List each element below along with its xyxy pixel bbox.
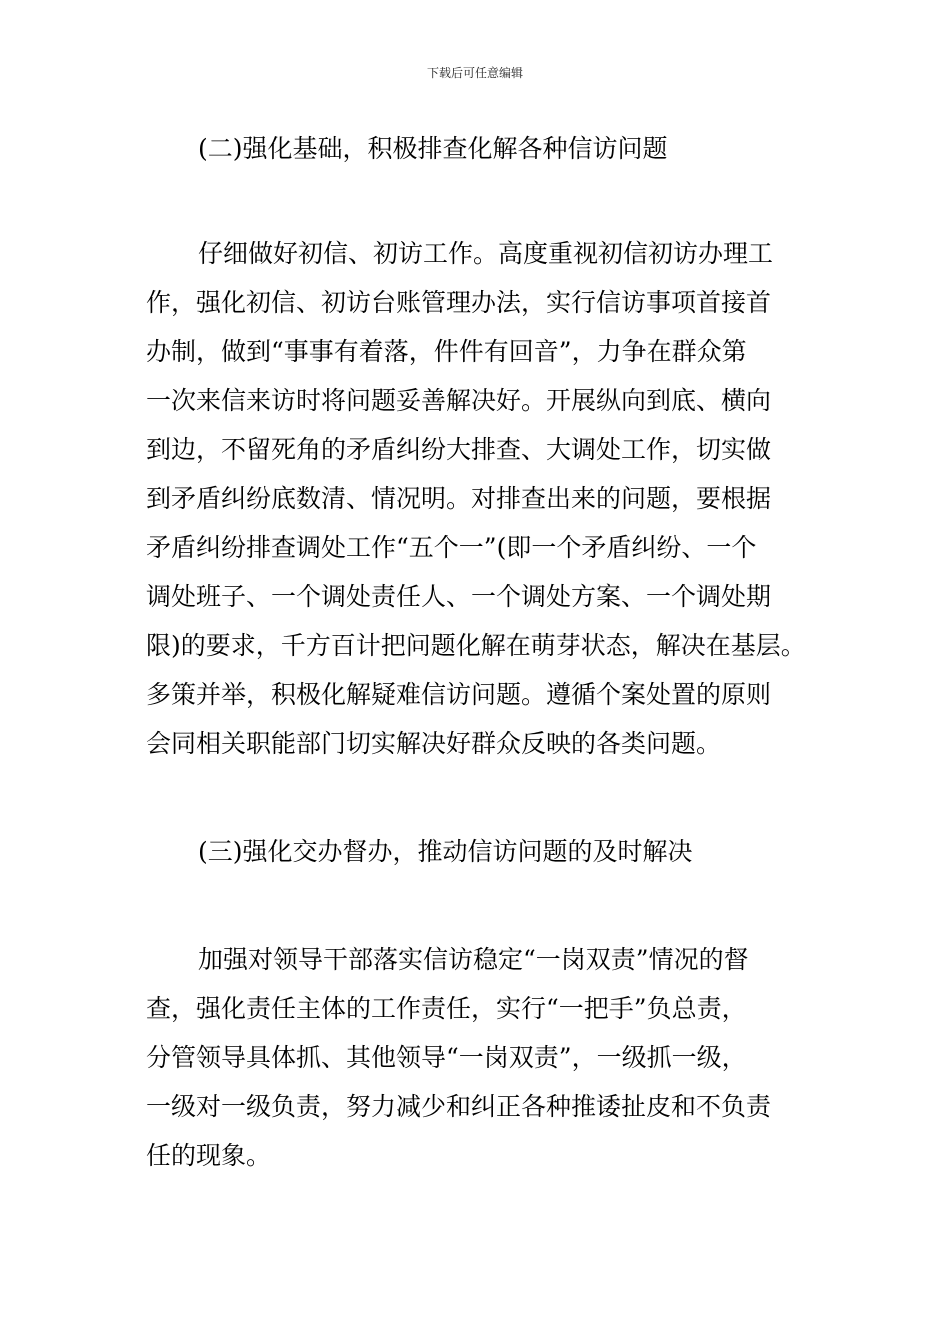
paragraph-line: 作，强化初信、初访台账管理办法，实行信访事项首接首: [146, 288, 772, 317]
paragraph-line: 查，强化责任主体的工作责任，实行“一把手”负总责，: [146, 994, 747, 1023]
section-paragraph: [146, 229, 814, 768]
paragraph-line: 仔细做好初信、初访工作。高度重视初信初访办理工: [198, 239, 774, 268]
document-body: [146, 129, 814, 1180]
paragraph-line: 分管领导具体抓、其他领导“一岗双责”，一级抓一级，: [146, 1043, 747, 1072]
section-heading: (二)强化基础，积极排查化解各种信访问题: [198, 134, 668, 163]
paragraph-line: 一次来信来访时将问题妥善解决好。开展纵向到底、横向: [146, 386, 772, 415]
paragraph-line: 到矛盾纠纷底数清、情况明。对排查出来的问题，要根据: [146, 484, 772, 513]
paragraph-line: 加强对领导干部落实信访稳定“一岗双责”情况的督: [198, 945, 749, 974]
section-paragraph: [146, 935, 814, 1180]
section-heading: (三)强化交办督办，推动信访问题的及时解决: [198, 837, 693, 866]
paragraph-line: 多策并举，积极化解疑难信访问题。遵循个案处置的原则: [146, 680, 772, 709]
paragraph-line: 一级对一级负责，努力减少和纠正各种推诿扯皮和不负责: [146, 1092, 772, 1121]
page-header: 下载后可任意编辑: [426, 66, 523, 80]
paragraph-line: 会同相关职能部门切实解决好群众反映的各类问题。: [146, 729, 722, 758]
paragraph-line: 矛盾纠纷排查调处工作“五个一”(即一个矛盾纠纷、一个: [146, 533, 757, 562]
paragraph-line: 调处班子、一个调处责任人、一个调处方案、一个调处期: [146, 582, 772, 611]
paragraph-line: 到边，不留死角的矛盾纠纷大排查、大调处工作，切实做: [146, 435, 772, 464]
paragraph-line: 限)的要求，千方百计把问题化解在萌芽状态，解决在基层。: [146, 631, 806, 660]
paragraph-line: 办制，做到“事事有着落，件件有回音”，力争在群众第: [146, 337, 747, 366]
paragraph-line: 任的现象。: [146, 1141, 272, 1170]
